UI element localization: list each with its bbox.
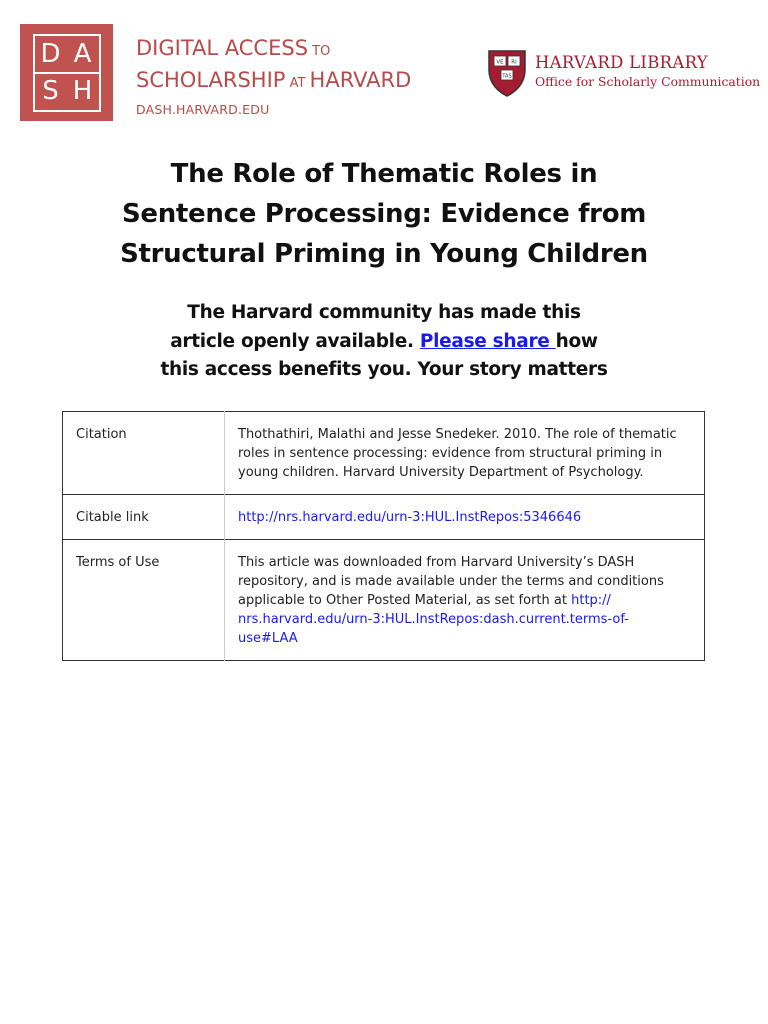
dash-line2-end: HARVARD (309, 68, 412, 92)
dash-line1-main: DIGITAL ACCESS (136, 36, 309, 60)
dash-logo-letter-s: S (42, 76, 59, 106)
dash-wordmark (136, 34, 411, 117)
share-line-2-before: article openly available. (170, 330, 420, 352)
dash-logo-letter-d: D (40, 39, 61, 69)
table-row-terms (63, 540, 705, 661)
dash-line2-main: SCHOLARSHIP (136, 68, 286, 92)
title-line-2: Sentence Processing: Evidence from (121, 199, 647, 229)
dash-logo (20, 24, 113, 121)
citation-value: Thothathiri, Malathi and Jesse Snedeker. 2010. The role of thematic roles in sentence processing: evidence from structural priming in young children. Harvard University Department of Psychology. (225, 412, 705, 495)
dash-url: DASH.HARVARD.EDU (136, 102, 270, 117)
dash-logo-grid (33, 34, 101, 112)
metadata-table (62, 411, 705, 661)
share-message (0, 299, 768, 385)
dash-wordmark-line2 (136, 66, 411, 98)
citation-label: Citation (63, 412, 225, 495)
share-line-2-after: how (555, 330, 598, 352)
shield-text-tas: TAS (502, 73, 512, 80)
harvard-library-wordmark (535, 53, 760, 91)
terms-text: This article was downloaded from Harvard University’s DASH repository, and is made available under the terms and conditions applicable to Other Posted Material, as set forth at (238, 555, 664, 608)
share-line-3: this access benefits you. Your story matters (160, 359, 608, 380)
citable-link-label: Citable link (63, 495, 225, 540)
dash-logo-letter-h: H (72, 76, 93, 106)
citable-link-cell (225, 495, 705, 540)
share-line-1: The Harvard community has made this (187, 302, 581, 323)
shield-text-ri: RI (511, 59, 517, 66)
harvard-library-subtitle: Office for Scholarly Communication (535, 74, 761, 89)
citable-link[interactable]: http://nrs.harvard.edu/urn-3:HUL.InstRepos:5346646 (238, 510, 582, 525)
shield-text-ve: VE (496, 59, 504, 66)
table-row-citation (63, 412, 705, 495)
article-title (0, 154, 768, 274)
share-line-2 (0, 328, 768, 357)
please-share-link[interactable]: Please share (419, 330, 556, 352)
dash-wordmark-line1 (136, 34, 411, 66)
table-row-citable-link (63, 495, 705, 540)
dash-logo-letter-a: A (73, 39, 92, 69)
harvard-shield-icon (486, 48, 528, 98)
title-line-1: The Role of Thematic Roles in (170, 159, 598, 189)
title-line-3: Structural Priming in Young Children (120, 239, 648, 269)
terms-cell (225, 540, 705, 661)
harvard-library-title: HARVARD LIBRARY (535, 53, 708, 72)
terms-label: Terms of Use (63, 540, 225, 661)
terms-link[interactable]: http:// nrs.harvard.edu/urn-3:HUL.InstRepos:dash.current.terms-of-use#LAA (238, 593, 629, 646)
dash-line1-small: TO (308, 44, 331, 59)
dash-line2-small: AT (285, 76, 310, 91)
